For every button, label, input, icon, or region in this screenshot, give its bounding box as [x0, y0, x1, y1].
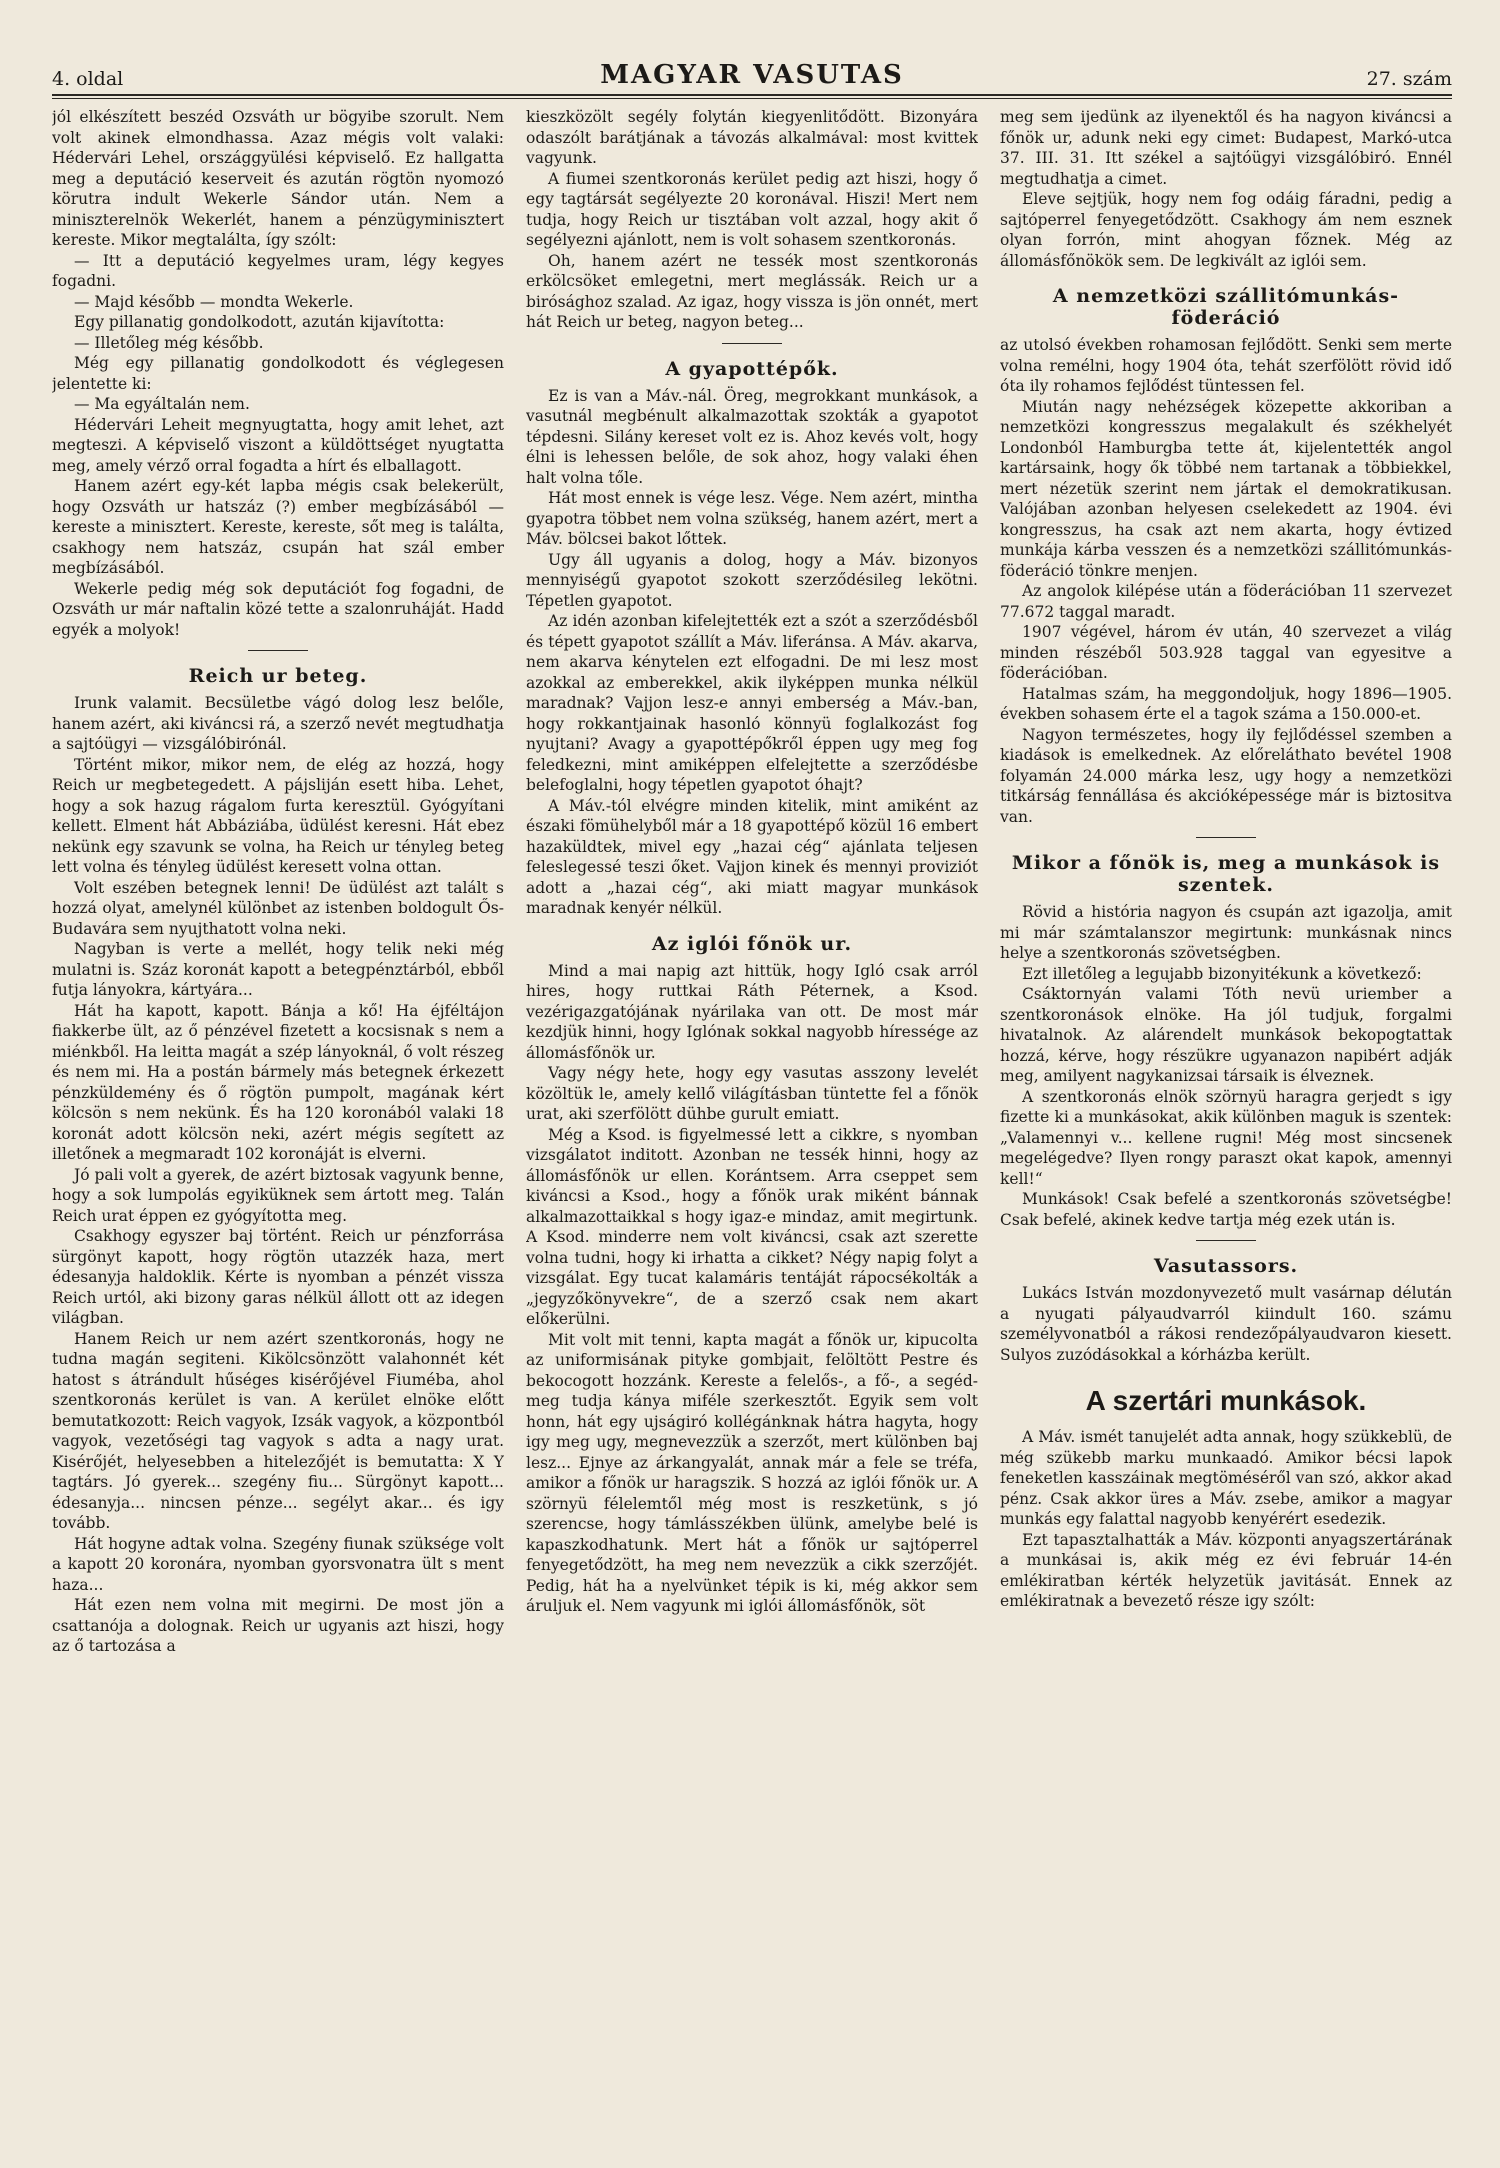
paragraph: Hát most ennek is vége lesz. Vége. Nem azért, mintha gyapotra többet nem volna szükség, hanem azért, mert a Máv. bölcsei bakot lőttek.: [526, 489, 978, 548]
paragraph: Az idén azonban kifelejtették ezt a szót a szerződésből és tépett gyapotot szállít a Máv. liferánsa. A Máv. akarva, nem akarva kénytelen ezt elfogadni. De mi lesz most azokkal az emberekkel, akik ilyképpen munka nélkül maradnak? Vajjon lesz-e annyi emberség a Máv.-ban, hogy rokkantjainak hasonló könnyü foglalkozást fog nyujtani? Avagy a gyapottépőkről éppen ugy meg fog feledkezni, mint amiképpen elfelejtette a szerződésbe belefoglalni, hogy tépetlen gyapotot óhajt?: [526, 612, 978, 794]
paragraph: Hát ha kapott, kapott. Bánja a kő! Ha éjféltájon fiakkerbe ült, az ő pénzével fizetett a kocsisnak s nem a miénkből. Ha leitta magát a szép lányoknál, ő volt részeg és nem mi. Ha a postán bármely más betegnek érkezett pénzküldemény és ő rögtön pumpolt, magának kért kölcsön s nem nekünk. És ha 120 koronából valaki 18 koronát adott kölcsön neki, azért mégis segített az illetőnek a megmaradt 102 koronáját is elverni.: [52, 1001, 504, 1163]
paragraph: Jó pali volt a gyerek, de azért biztosak vagyunk benne, hogy a sok lumpolás egyiküknek sem ártott meg. Talán Reich urat éppen ez gyógyította meg.: [52, 1165, 504, 1225]
section-divider: [1196, 837, 1256, 838]
paragraph: Hát hogyne adtak volna. Szegény fiunak szüksége volt a kapott 20 koronára, nyomban gyorsvonatra ült s ment haza...: [52, 1534, 504, 1594]
paragraph: Nagyban is verte a mellét, hogy telik neki még mulatni is. Száz koronát kapott a betegpénztárból, ebből futja lányokra, kártyára...: [52, 940, 504, 999]
paragraph: Hanem Reich ur nem azért szentkoronás, hogy ne tudna magán segiteni. Kikölcsönzött valahonnét két hatost s átrándult hűséges kisérőjével Fiuméba, ahol szentkoronás kerület is van. A kerület elnöke előtt bemutatkozott: Reich vagyok, Izsák vagyok, a központból vagyok, vezetőségi tag vagyok s adta a nagy urat. Kisérőjét, helyesebben a hitelezőjét is bemutatta: X Y tagtárs. Jó gyerek... szegény fiu... Sürgönyt kapott... édesanyja... nincsen pénze... segélyt akar... és igy tovább.: [52, 1329, 504, 1532]
masthead-title: MAGYAR VASUTAS: [600, 60, 904, 90]
paragraph: Rövid a história nagyon és csupán azt igazolja, amit mi már számtalanszor megirtunk: munkásnak nincs helye a szentkoronás szövetségben.: [1000, 903, 1452, 962]
paragraph: meg sem ijedünk az ilyenektől és ha nagyon kiváncsi a főnök ur, adunk neki egy cimet: Budapest, Markó-utca 37. III. 31. Itt székel a sajtóügyi vizsgálóbiró. Ennél megtudhatja a cimet.: [1000, 108, 1452, 188]
paragraph: Mit volt mit tenni, kapta magát a főnök ur, kipucolta az uniformisának pityke gombjait, felöltött Pestre és bekocogott hozzánk. Kereste a felelős-, a fő-, a segéd- meg tudja kánya miféle szerkesztőt. Egyik sem volt honn, hát egy ujságiró kollégánknak hátra hagyta, hogy igy meg ugy, megnevezzük a szerzőt, mert különben baj lesz... Ejnye az árkangyalát, annak már a fele se tréfa, amikor a főnök ur haragszik. S hozzá az iglói főnök ur. A szörnyü félelemtől még most is reszketünk, s jó szerencse, hogy támlásszékben ülünk, amelybe belé is kapaszkodhatunk. Mert hát a főnök ur sajtóperrel fenyegetődzött, ha meg nem nevezzük a cikk szerzőjét. Pedig, hát ha a nyelvünket tépik is ki, még akkor sem áruljuk el. Nem vagyunk mi iglói állomásfőnök, söt: [526, 1330, 978, 1615]
paragraph: Munkások! Csak befelé a szentkoronás szövetségbe! Csak befelé, akinek kedve tartja még ezek után is.: [1000, 1190, 1452, 1229]
issue-number: 27. szám: [1366, 68, 1452, 90]
article-title-iglo: Az iglói főnök ur.: [651, 932, 853, 955]
paragraph: Mind a mai napig azt hittük, hogy Igló csak arról hires, hogy ruttkai Ráth Péternek, a Ksod. vezérigazgatójának nyárilaka van ott. De most már kezdjük hinni, hogy Iglónak sokkal nagyobb híressége az állomásfőnök ur.: [526, 961, 978, 1062]
paragraph: Az angolok kilépése után a föderációban 11 szervezet 77.672 taggal maradt.: [1000, 582, 1452, 621]
column-3: [1000, 107, 1452, 2097]
paragraph: — Ma egyáltalán nem.: [74, 395, 250, 413]
article-title-federacio: A nemzetközi szállitómunkás-föderáció: [1052, 285, 1400, 329]
paragraph: Hatalmas szám, ha meggondoljuk, hogy 1896—1905. években sohasem érte el a tagok száma a 150.000-et.: [1000, 684, 1452, 723]
paragraph: Irunk valamit. Becsületbe vágó dolog lesz belőle, hanem azért, aki kiváncsi rá, a szerző nevét megtudhatja a sajtóügyi — vizsgálóbirónál.: [52, 694, 504, 753]
paragraph: Lukács István mozdonyvezető mult vasárnap délután a nyugati pályaudvarról kiindult 160. számu személyvonatból a rákosi rendezőpályaudvaron kiesett. Sulyos zuzódásokkal a kórházba került.: [1000, 1284, 1452, 1364]
paragraph: A Máv. ismét tanujelét adta annak, hogy szükkeblü, de még szükebb marku munkaadó. Amikor bécsi lapok feneketlen kasszáinak megtöméséről van szó, akkor akad pénz. Csak akkor üres a Máv. zsebe, amikor a magyar munkás egy falattal nagyobb kenyérért esedezik.: [1000, 1428, 1452, 1528]
paragraph: Ez is van a Máv.-nál. Öreg, megrokkant munkások, a vasutnál megbénult alkalmazottak szokták a gyapotot tépdesni. Silány kereset volt ez is. Ahoz kevés volt, hogy élni is lehessen belőle, de sok ahoz, hogy valaki éhen halt volna tőle.: [526, 386, 978, 487]
paragraph: Még a Ksod. is figyelmessé lett a cikkre, s nyomban vizsgálatot inditott. Azonban ne tessék hinni, hogy az állomásfőnök ur ellen. Korántsem. Arra cseppet sem kiváncsi a Ksod., hogy a főnök urak miként bánnak alkalmazottaikkal s hogy igaz-e mindaz, amit megirtunk. A Ksod. minderre nem volt kiváncsi, csak azt szerette volna tudni, hogy ki irhatta a cikket? Négy napig folyt a vizsgálat. Egy tucat kalamáris tentáját rápocsékolták a „jegyzőkönyvekre“, de a szerző csak nem akart előkerülni.: [526, 1125, 978, 1328]
paragraph: Ezt illetőleg a legujabb bizonyitékunk a következő:: [1022, 964, 1422, 983]
paragraph: Nagyon természetes, hogy ily fejlődéssel szemben a kiadások is emelkednek. Az előreláthato bevétel 1908 folyamán 24.000 márka lesz, ugy hogy a nemzetközi titkárság fennállása és akcióképessége már is biztositva van.: [1000, 725, 1452, 826]
paragraph: A szentkoronás elnök szörnyü haragra gerjedt s igy fizette ki a munkásokat, akik különben maguk is szentek: „Valamennyi v... kellene rugni! Még most sincsenek megelégedve? Ilyen rongy paraszt okat kapok, amennyi kell!“: [1000, 1087, 1452, 1188]
paragraph: Még egy pillanatig gondolkodott és véglegesen jelentette ki:: [52, 354, 504, 393]
page-number: 4. oldal: [52, 68, 124, 90]
paragraph: Oh, hanem azért ne tessék most szentkoronás erkölcsöket emlegetni, mert meglássák. Reich ur a birósághoz szalad. Az igaz, hogy vissza is jön onnét, mert hát Reich ur beteg, nagyon beteg...: [526, 251, 978, 331]
paragraph: A fiumei szentkoronás kerület pedig azt hiszi, hogy ő egy tagtársát segélyezte 20 koronával. Hiszi! Mert nem tudja, hogy Reich ur tisztában volt azzal, hogy akit ő segélyezni ajánlott, nem is volt sohasem szentkoronás.: [526, 169, 978, 249]
paragraph: Történt mikor, mikor nem, de elég az hozzá, hogy Reich ur megbetegedett. A pájsliján esett hiba. Lehet, hogy a sok hazug rágalom furta keresztül. Gyógyítani kellett. Elment hát Abbáziába, üdülést keresni. Hát ebez nekünk egy szavunk se volna, ha Reich ur tényleg beteg lett volna és tényleg üdülést keresett volna ottan.: [52, 755, 504, 876]
paragraph: A Máv.-tól elvégre minden kitelik, mint amiként az északi fömühelyből már a 18 gyapottépő közül 16 embert hazaküldtek, mivel egy „hazai cég“ ajánlata teljesen feleslegessé teszi őket. Vajjon kinek és mennyi proviziót adott a „hazai cég“, aki miatt magyar munkások maradnak kenyér nélkül.: [526, 796, 978, 917]
article-title-gyapottepok: A gyapottépők.: [665, 357, 839, 380]
paragraph: — Majd később — mondta Wekerle.: [74, 292, 354, 311]
paragraph: Csakhogy egyszer baj történt. Reich ur pénzforrása sürgönyt kapott, hogy rögtön utazzék haza, mert édesanyja haldoklik. Kérte is nyomban a pénzét vissza Reich urtól, aki bizony garas nélkül állott ott az idegen világban.: [52, 1227, 504, 1327]
article-title-vasutassors: Vasutassors.: [1153, 1255, 1299, 1277]
paragraph: Wekerle pedig még sok deputációt fog fogadni, de Ozsváth ur már naftalin közé tette a szalonruháját. Hadd egyék a molyok!: [52, 579, 504, 639]
paragraph: Ugy áll ugyanis a dolog, hogy a Máv. bizonyos mennyiségű gyapotot szokott szerződésileg lekötni. Tépetlen gyapotot.: [526, 550, 978, 610]
paragraph: — Itt a deputáció kegyelmes uram, légy kegyes fogadni.: [52, 251, 504, 290]
section-divider: [1196, 1240, 1256, 1241]
paragraph: Eleve sejtjük, hogy nem fog odáig fáradni, pedig a sajtóperrel fenyegetődzött. Csakhogy ám nem esznek olyan forrón, mint ahogyan főznek. Még az állomásfőnökök sem. De legkivált az iglói sem.: [1000, 190, 1452, 270]
paragraph: az utolsó években rohamosan fejlődött. Senki sem merte volna remélni, hogy 1904 óta, tehát szerfölött rövid idő óta ily rohamos fejlődést tüntessen fel.: [1000, 336, 1452, 395]
article-title-fonok-szentek: Mikor a főnök is, meg a munkások is szentek.: [1011, 852, 1441, 896]
paragraph: kieszközölt segély folytán kiegyenlitődött. Bizonyára odaszólt barátjának a távozás alkalmával: most kvittek vagyunk.: [526, 108, 978, 167]
header-rule: [52, 98, 1452, 99]
article-title-reich: Reich ur beteg.: [188, 665, 368, 687]
page-header: [52, 60, 1452, 96]
paragraph: Volt eszében betegnek lenni! De üdülést azt talált s hozzá olyat, amelynél különbet az istenben boldogult Ős-Budavára sem nyujthatott volna neki.: [52, 878, 504, 938]
paragraph: Hát ezen nem volna mit megirni. De most jön a csattanója a dolognak. Reich ur ugyanis azt hiszi, hogy az ő tartozása a: [52, 1596, 504, 1655]
paragraph: Hédervári Leheit megnyugtatta, hogy amit lehet, azt megteszi. A képviselő viszont a küldöttséget nyugtatta meg, amely vérző orral fogadta a hírt és elballagott.: [52, 415, 504, 475]
column-2: [526, 107, 978, 2097]
article-title-szertari: A szertári munkások.: [1085, 1385, 1367, 1416]
paragraph: Csáktornyán valami Tóth nevü uriember a szentkoronások elnöke. Ha jól tudjuk, forgalmi hivatalnok. Az alárendelt munkások bekopogtattak hozzá, kérve, hogy részükre ugyanazon napibért adják meg, amilyent nagykanizsai társaik is élveznek.: [1000, 985, 1452, 1085]
paragraph: 1907 végével, három év után, 40 szervezet a világ minden részéből 503.928 taggal van egyesitve a föderációban.: [1000, 623, 1452, 682]
section-divider: [248, 650, 308, 651]
section-divider: [722, 343, 782, 344]
column-1: [52, 107, 504, 2097]
paragraph: jól elkészített beszéd Ozsváth ur bögyibe szorult. Nem volt akinek elmondhassa. Azaz mégis volt valaki: Hédervári Lehel, országgyülési képviselő. Ez hallgatta meg a deputáció keserveit és azután rögtön nyomozó körutra indult Wekerle Sándor után. Nem a miniszterelnök Wekerlét, hanem a pénzügyminisztert kereste. Mikor megtalálta, így szólt:: [52, 108, 504, 249]
paragraph: Hanem azért egy-két lapba mégis csak belekerült, hogy Ozsváth ur hatszáz (?) ember megbízásából — kereste a minisztert. Kereste, kereste, sőt meg is találta, csakhogy nem hatszáz, csupán hat szál ember megbízásából.: [52, 477, 504, 577]
paragraph: — Illetőleg még később.: [74, 333, 264, 352]
paragraph: Egy pillanatig gondolkodott, azután kijavította:: [74, 313, 445, 331]
paragraph: Miután nagy nehézségek közepette akkoriban a nemzetközi kongresszus megalakult és székhelyét Londonból Hamburgba tette át, kijelentették angol kartársaink, hogy ők többé nem tartanak a többiekkel, mert nézetük szerint nem jártak el demokratikusan. Valójában azonban helyesen cselekedett az 1904. évi kongresszus, ha csak azt nem akarta, hogy évtized munkája kárba vesszen és a nemzetközi szállitómunkás-föderáció tönkre menjen.: [1000, 397, 1452, 580]
text-columns: [52, 107, 1452, 2097]
paragraph: Ezt tapasztalhatták a Máv. központi anyagszertárának a munkásai is, akik még ez évi február 14-én emlékiratban kérték helyzetük javitását. Ennek az emlékiratnak a bevezető része igy szólt:: [1000, 1530, 1452, 1610]
paragraph: Vagy négy hete, hogy egy vasutas asszony levelét közöltük le, amely kellő világításban tüntette fel a főnök urat, aki szerfölött dühbe gurult emiatt.: [526, 1064, 978, 1123]
